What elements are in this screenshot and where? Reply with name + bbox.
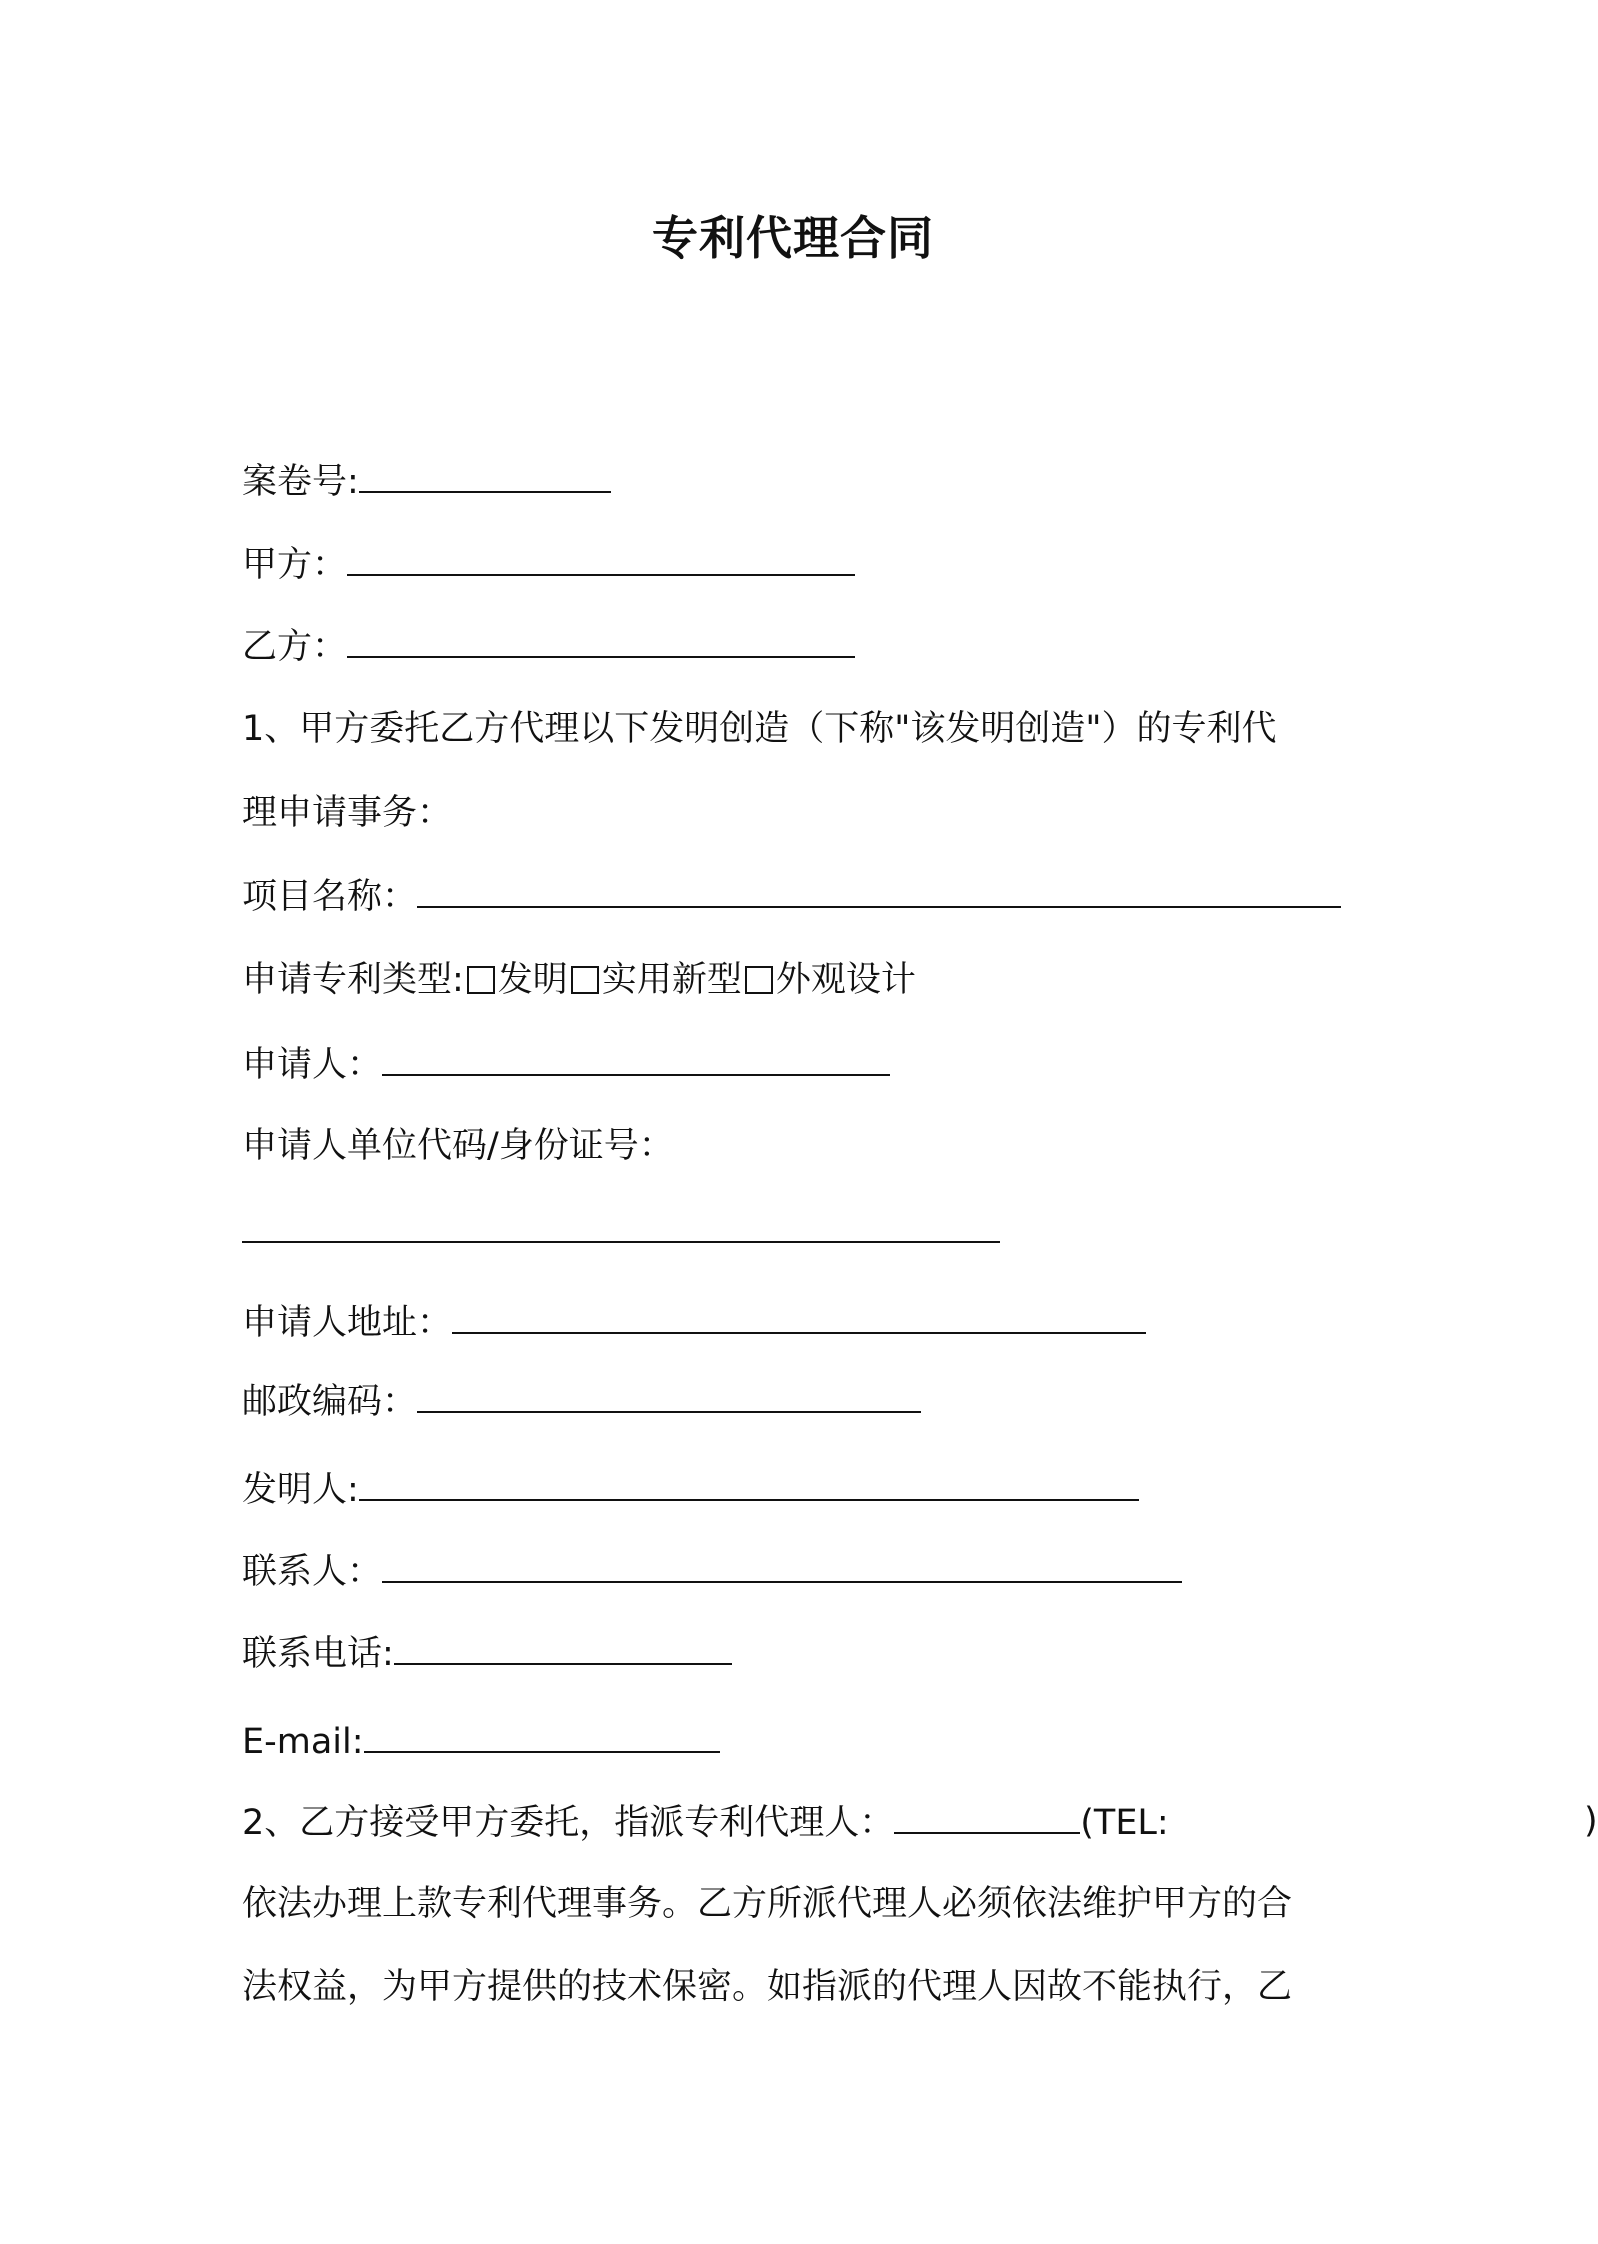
applicant-address-line: [242, 1296, 1146, 1348]
case-number-blank[interactable]: [359, 455, 611, 493]
applicant-address-blank[interactable]: [452, 1296, 1146, 1334]
party-b-line: [242, 620, 855, 672]
applicant-code-blank[interactable]: [242, 1205, 1000, 1243]
patent-type-invention: 发明: [497, 960, 568, 1000]
applicant-blank[interactable]: [382, 1038, 890, 1076]
applicant-code-blank-line: [242, 1205, 1000, 1257]
design-checkbox[interactable]: [745, 966, 773, 994]
email-line: [242, 1715, 720, 1767]
agent-name-blank[interactable]: [894, 1796, 1080, 1834]
contact-label: 联系人：: [242, 1552, 383, 1592]
patent-type-design: 外观设计: [775, 960, 916, 1000]
phone-label: 联系电话:: [242, 1634, 394, 1674]
clause-2-prefix: 2、乙方接受甲方委托，指派专利代理人：: [242, 1803, 895, 1843]
email-label: E-mail:: [242, 1722, 364, 1762]
applicant-line: [242, 1038, 890, 1090]
postal-code-blank[interactable]: [417, 1375, 921, 1413]
clause-2-line-2: 依法办理上款专利代理事务。乙方所派代理人必须依法维护甲方的合: [242, 1884, 1293, 1924]
applicant-label: 申请人：: [242, 1045, 383, 1085]
patent-type-utility-model: 实用新型: [601, 960, 742, 1000]
postal-code-label: 邮政编码：: [242, 1382, 418, 1422]
case-number-line: [242, 455, 611, 507]
patent-type-line: [242, 955, 916, 1005]
email-blank[interactable]: [364, 1715, 720, 1753]
clause-2-line-1: [242, 1796, 1598, 1848]
case-number-label: 案卷号:: [242, 462, 359, 502]
contract-title: 专利代理合同: [652, 211, 934, 265]
applicant-code-line: 申请人单位代码/身份证号：: [242, 1126, 674, 1166]
inventor-blank[interactable]: [359, 1463, 1139, 1501]
applicant-address-label: 申请人地址：: [242, 1303, 453, 1343]
postal-code-line: [242, 1375, 921, 1427]
patent-type-label: 申请专利类型:: [242, 960, 464, 1000]
inventor-label: 发明人:: [242, 1470, 359, 1510]
project-name-blank[interactable]: [417, 870, 1341, 908]
agent-tel-label: (TEL:: [1080, 1803, 1169, 1843]
agent-tel-close: ): [1584, 1801, 1598, 1841]
invention-checkbox[interactable]: [467, 966, 495, 994]
party-a-blank[interactable]: [347, 538, 855, 576]
contact-blank[interactable]: [382, 1545, 1182, 1583]
project-name-line: [242, 870, 1341, 922]
party-b-label: 乙方：: [242, 627, 348, 667]
inventor-line: [242, 1463, 1139, 1515]
party-b-blank[interactable]: [347, 620, 855, 658]
party-a-label: 甲方：: [242, 545, 348, 585]
project-name-label: 项目名称：: [242, 877, 418, 917]
contact-line: [242, 1545, 1182, 1597]
party-a-line: [242, 538, 855, 590]
clause-1-line-2: 理申请事务：: [242, 793, 453, 833]
clause-2-line-3: 法权益，为甲方提供的技术保密。如指派的代理人因故不能执行，乙: [242, 1967, 1293, 2007]
utility-model-checkbox[interactable]: [571, 966, 599, 994]
phone-blank[interactable]: [394, 1627, 732, 1665]
phone-line: [242, 1627, 732, 1679]
clause-1-line-1: 1、甲方委托乙方代理以下发明创造（下称"该发明创造"）的专利代: [242, 709, 1277, 749]
